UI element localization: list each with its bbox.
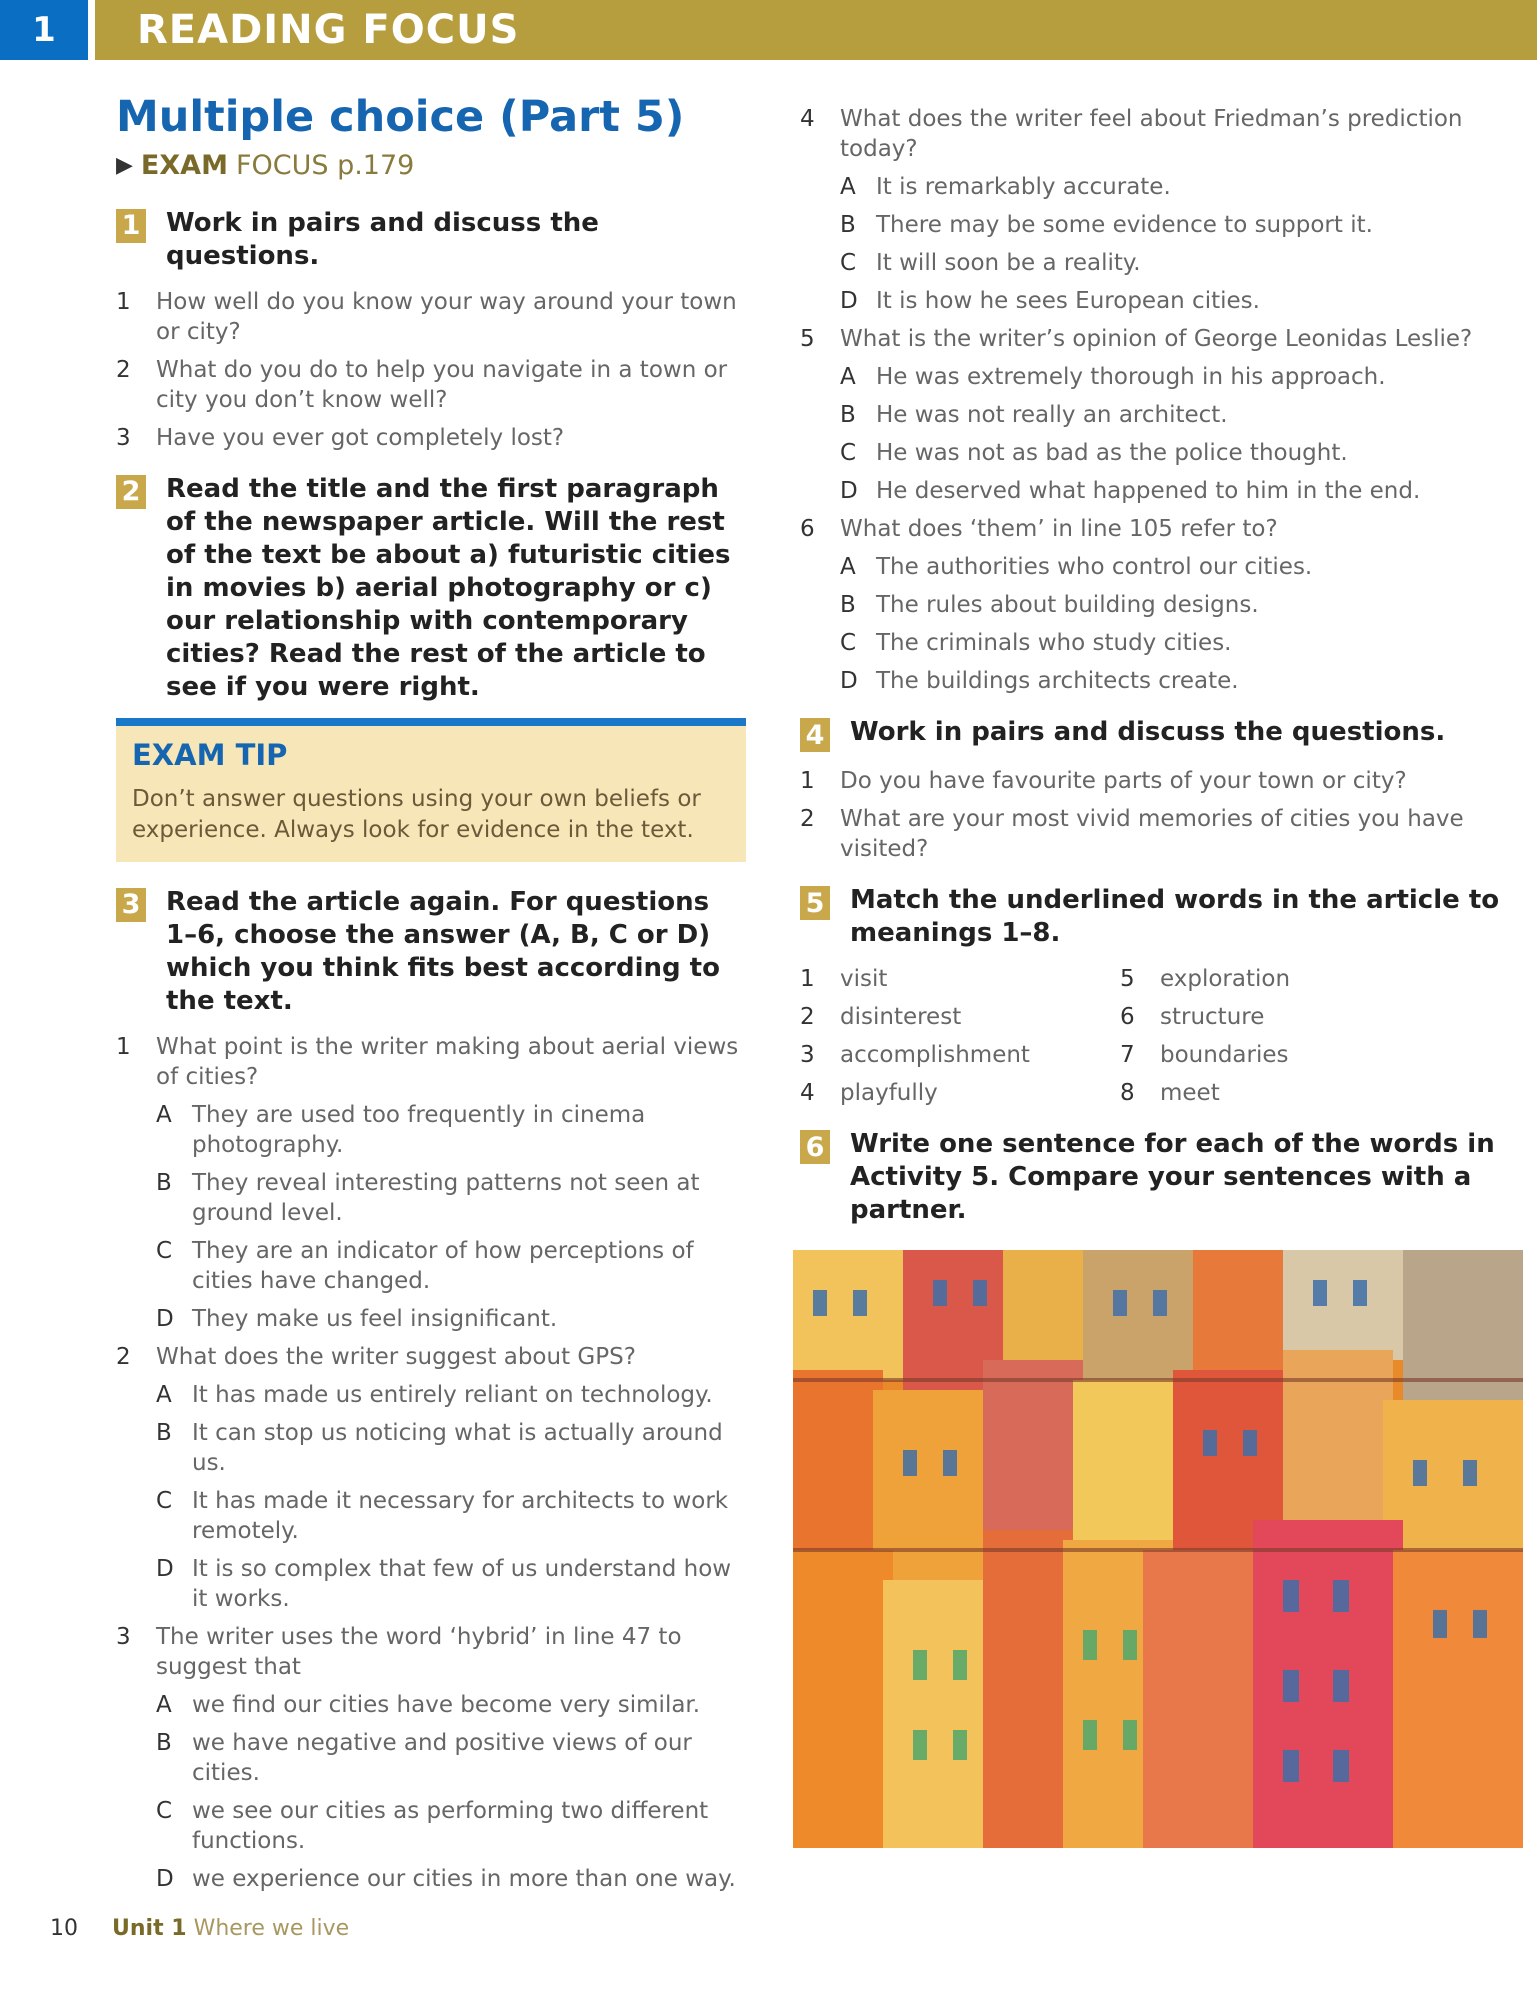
match-word: exploration: [1160, 966, 1291, 992]
match-word: structure: [1160, 1004, 1265, 1030]
match-item: [800, 1002, 1120, 1032]
question: [116, 355, 746, 415]
unit-number-tab: 1: [0, 0, 88, 60]
option-letter: C: [156, 1797, 173, 1824]
match-number: 5: [1120, 966, 1135, 992]
question-number: 2: [116, 356, 131, 383]
question-text: How well do you know your way around your town or city?: [156, 288, 737, 345]
activity-number: 4: [800, 718, 830, 752]
answer-option: [156, 1100, 746, 1160]
match-item: [1120, 1040, 1440, 1070]
page-title: Multiple choice (Part 5): [116, 92, 685, 142]
option-text: They make us feel insignificant.: [192, 1305, 558, 1332]
activity-instruction: Match the underlined words in the article to meanings 1–8.: [850, 885, 1500, 948]
activity-number: 6: [800, 1130, 830, 1164]
option-letter: D: [840, 478, 858, 504]
question-number: 2: [116, 1343, 131, 1370]
left-column: [116, 92, 746, 1902]
match-item: [800, 1078, 1120, 1108]
option-letter: B: [156, 1729, 172, 1756]
activity-instruction: Read the title and the first paragraph of the newspaper article. Will the rest of the text be about a) futuristic cities in movies b) aerial photography or c) our relationship with contemporary cities? Read the rest of the article to see if you were right.: [166, 473, 731, 702]
match-number: 2: [800, 1004, 815, 1030]
option-letter: C: [840, 630, 857, 656]
page-number: 10: [50, 1916, 78, 1941]
footer-unit: Unit 1: [112, 1916, 187, 1941]
question: [116, 1342, 746, 1372]
question-number: 1: [116, 1033, 131, 1060]
option-text: They are used too frequently in cinema photography.: [192, 1101, 646, 1158]
match-word: playfully: [840, 1080, 938, 1106]
option-letter: C: [156, 1237, 173, 1264]
option-letter: B: [840, 402, 856, 428]
option-letter: B: [840, 212, 856, 238]
answer-option: [156, 1554, 746, 1614]
exam-tip-text: Don’t answer questions using your own beliefs or experience. Always look for evidence in the text.: [132, 785, 701, 843]
question: [800, 804, 1520, 864]
right-column: [800, 104, 1520, 1241]
answer-option: [840, 476, 1520, 506]
match-number: 4: [800, 1080, 815, 1106]
option-text: They are an indicator of how perceptions of cities have changed.: [192, 1237, 694, 1294]
question-number: 6: [800, 516, 815, 542]
footer-unit-title: Where we live: [193, 1916, 350, 1941]
question: [116, 1032, 746, 1092]
option-text: The rules about building designs.: [876, 592, 1259, 618]
question-text: What is the writer’s opinion of George Leonidas Leslie?: [840, 326, 1473, 352]
match-item: [800, 1040, 1120, 1070]
answer-option: [840, 172, 1520, 202]
answer-option: [840, 210, 1520, 240]
option-text: He deserved what happened to him in the end.: [876, 478, 1421, 504]
question: [116, 1622, 746, 1682]
activity-6: [800, 1128, 1520, 1227]
option-letter: D: [156, 1555, 174, 1582]
match-word: accomplishment: [840, 1042, 1030, 1068]
option-letter: A: [156, 1101, 172, 1128]
answer-option: [840, 248, 1520, 278]
option-text: The criminals who study cities.: [876, 630, 1232, 656]
answer-option: [840, 628, 1520, 658]
question-number: 3: [116, 424, 131, 451]
question: [800, 324, 1520, 354]
buildings-illustration: [793, 1250, 1523, 1848]
question-number: 1: [116, 288, 131, 315]
activity-3: [116, 886, 746, 1018]
colorful-buildings-photo: [793, 1250, 1523, 1848]
option-text: They reveal interesting patterns not seen at ground level.: [192, 1169, 700, 1226]
option-letter: A: [840, 174, 856, 200]
exam-tip-box: [116, 718, 746, 862]
exam-focus-bold: EXAM: [140, 149, 228, 181]
match-item: [1120, 1002, 1440, 1032]
answer-option: [156, 1304, 746, 1334]
question-number: 3: [116, 1623, 131, 1650]
answer-option: [840, 362, 1520, 392]
question-text: What does the writer suggest about GPS?: [156, 1343, 636, 1370]
question: [116, 423, 746, 453]
exam-focus-ref: FOCUS p.179: [235, 149, 415, 181]
option-text: we have negative and positive views of our cities.: [192, 1729, 692, 1786]
option-text: It will soon be a reality.: [876, 250, 1141, 276]
option-text: The authorities who control our cities.: [876, 554, 1313, 580]
question-text: What point is the writer making about aerial views of cities?: [156, 1033, 739, 1090]
option-letter: A: [156, 1691, 172, 1718]
exam-tip-title: EXAM TIP: [132, 737, 288, 772]
option-letter: A: [156, 1381, 172, 1408]
option-text: It has made it necessary for architects to work remotely.: [192, 1487, 729, 1544]
option-letter: B: [156, 1419, 172, 1446]
match-number: 7: [1120, 1042, 1135, 1068]
match-word: visit: [840, 966, 888, 992]
activity-4: [800, 716, 1520, 752]
question-text: The writer uses the word ‘hybrid’ in line 47 to suggest that: [156, 1623, 682, 1680]
option-text: It is remarkably accurate.: [876, 174, 1171, 200]
option-text: It is so complex that few of us understand how it works.: [192, 1555, 732, 1612]
activity-instruction: Work in pairs and discuss the questions.: [850, 717, 1446, 747]
match-word: disinterest: [840, 1004, 962, 1030]
option-letter: D: [840, 288, 858, 314]
option-letter: B: [840, 592, 856, 618]
match-item: [1120, 1078, 1440, 1108]
match-word: boundaries: [1160, 1042, 1289, 1068]
activity-instruction: Read the article again. For questions 1–6, choose the answer (A, B, C or D) which you think fits best according to the text.: [166, 886, 720, 1016]
question: [116, 287, 746, 347]
answer-option: [840, 286, 1520, 316]
match-number: 3: [800, 1042, 815, 1068]
question-text: What are your most vivid memories of cities you have visited?: [840, 806, 1464, 862]
activity-number: 5: [800, 886, 830, 920]
answer-option: [156, 1486, 746, 1546]
option-text: He was extremely thorough in his approach.: [876, 364, 1386, 390]
play-arrow-icon: ▶: [116, 152, 133, 178]
activity-number: 1: [116, 209, 146, 243]
question-number: 5: [800, 326, 815, 352]
option-text: There may be some evidence to support it.: [876, 212, 1373, 238]
answer-option: [156, 1168, 746, 1228]
option-letter: C: [840, 440, 857, 466]
page-footer: [50, 1916, 349, 1941]
word-match-list: [800, 964, 1520, 1108]
question-number: 4: [800, 106, 815, 132]
activity-instruction: Write one sentence for each of the words in Activity 5. Compare your sentences with a partner.: [850, 1129, 1495, 1225]
question: [800, 104, 1520, 164]
answer-option: [156, 1380, 746, 1410]
question-text: Do you have favourite parts of your town or city?: [840, 768, 1407, 794]
answer-option: [156, 1690, 746, 1720]
activity-5: [800, 884, 1520, 950]
option-text: we see our cities as performing two different functions.: [192, 1797, 709, 1854]
answer-option: [840, 400, 1520, 430]
option-text: we experience our cities in more than one way.: [192, 1865, 736, 1892]
option-text: we find our cities have become very similar.: [192, 1691, 701, 1718]
question-text: What do you do to help you navigate in a town or city you don’t know well?: [156, 356, 728, 413]
option-text: He was not really an architect.: [876, 402, 1228, 428]
activity-number: 3: [116, 888, 146, 922]
option-text: It can stop us noticing what is actually around us.: [192, 1419, 723, 1476]
option-letter: D: [156, 1865, 174, 1892]
option-text: It has made us entirely reliant on technology.: [192, 1381, 713, 1408]
option-letter: B: [156, 1169, 172, 1196]
question-text: What does the writer feel about Friedman’s prediction today?: [840, 106, 1463, 162]
question: [800, 766, 1520, 796]
question: [800, 514, 1520, 544]
option-text: It is how he sees European cities.: [876, 288, 1260, 314]
activity-number: 2: [116, 475, 146, 509]
answer-option: [840, 438, 1520, 468]
section-header: READING FOCUS: [95, 0, 1537, 60]
option-text: The buildings architects create.: [876, 668, 1239, 694]
activity-2: [116, 473, 746, 704]
activity-1: [116, 207, 746, 273]
option-letter: D: [840, 668, 858, 694]
answer-option: [840, 666, 1520, 696]
match-item: [1120, 964, 1440, 994]
question-text: Have you ever got completely lost?: [156, 424, 565, 451]
option-letter: A: [840, 364, 856, 390]
match-item: [800, 964, 1120, 994]
answer-option: [156, 1418, 746, 1478]
question-text: What does ‘them’ in line 105 refer to?: [840, 516, 1278, 542]
option-letter: D: [156, 1305, 174, 1332]
option-letter: A: [840, 554, 856, 580]
answer-option: [156, 1236, 746, 1296]
exam-focus-link[interactable]: [116, 150, 746, 181]
answer-option: [840, 552, 1520, 582]
match-number: 6: [1120, 1004, 1135, 1030]
answer-option: [840, 590, 1520, 620]
question-number: 1: [800, 768, 815, 794]
activity-instruction: Work in pairs and discuss the questions.: [166, 207, 599, 271]
answer-option: [156, 1728, 746, 1788]
option-text: He was not as bad as the police thought.: [876, 440, 1348, 466]
match-number: 8: [1120, 1080, 1135, 1106]
match-number: 1: [800, 966, 815, 992]
match-word: meet: [1160, 1080, 1220, 1106]
option-letter: C: [156, 1487, 173, 1514]
answer-option: [156, 1796, 746, 1856]
question-number: 2: [800, 806, 815, 832]
answer-option: [156, 1864, 746, 1894]
option-letter: C: [840, 250, 857, 276]
